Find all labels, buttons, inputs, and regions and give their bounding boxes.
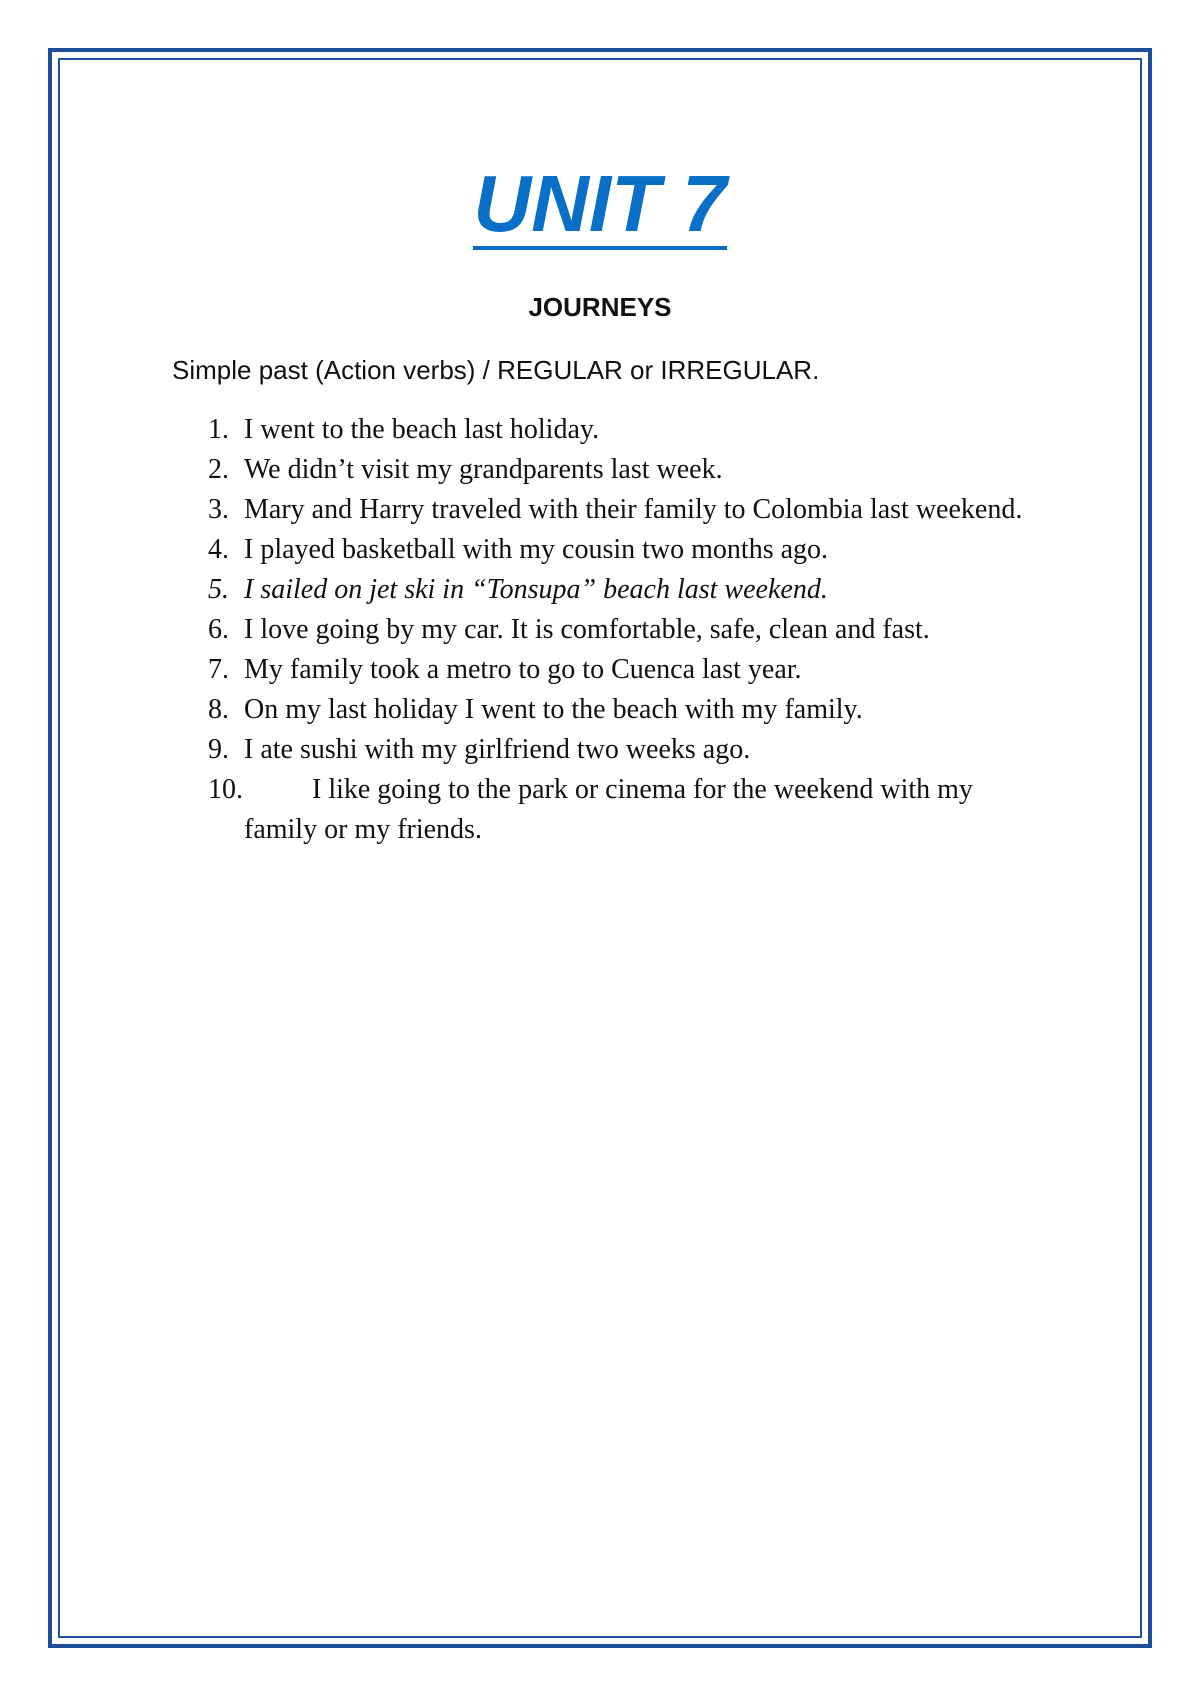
list-item — [0, 730, 1040, 770]
page-title — [0, 158, 1200, 250]
list-item — [0, 770, 1040, 850]
list-item-text: I played basketball with my cousin two months ago. — [244, 534, 829, 565]
list-item — [0, 570, 1040, 610]
list-item-number: 8. — [208, 694, 229, 725]
page-title-text: UNIT 7 — [473, 159, 727, 248]
list-item — [0, 690, 1040, 730]
list-item-number: 7. — [208, 654, 229, 685]
list-item — [0, 410, 1040, 450]
list-item — [0, 650, 1040, 690]
list-item-text: I like going to the park or cinema for the weekend with my family or my friends. — [244, 774, 973, 845]
list-item — [0, 450, 1040, 490]
list-item-number: 6. — [208, 614, 229, 645]
list-item-number: 2. — [208, 454, 229, 485]
list-item-number: 1. — [208, 414, 229, 445]
list-item-text: We didn’t visit my grandparents last week. — [244, 454, 723, 485]
list-item-text: I sailed on jet ski in “Tonsupa” beach last weekend. — [244, 574, 828, 605]
sentence-list — [0, 410, 1200, 850]
list-item-number: 5. — [208, 574, 229, 605]
page-subtitle: JOURNEYS — [528, 292, 672, 322]
list-item — [0, 610, 1040, 650]
list-item-number: 3. — [208, 494, 229, 525]
list-item-text: I went to the beach last holiday. — [244, 414, 600, 445]
list-item-text: On my last holiday I went to the beach with my family. — [244, 694, 863, 725]
instruction-text: Simple past (Action verbs) / REGULAR or IRREGULAR. — [172, 355, 820, 385]
list-item-text: Mary and Harry traveled with their family to Colombia last weekend. — [244, 494, 1023, 525]
list-item-text: I ate sushi with my girlfriend two weeks ago. — [244, 734, 751, 765]
list-item-text: My family took a metro to go to Cuenca last year. — [244, 654, 802, 685]
list-item-number: 9. — [208, 734, 229, 765]
list-item-number: 10. — [208, 774, 243, 805]
list-item-text: I love going by my car. It is comfortable, safe, clean and fast. — [244, 614, 930, 645]
list-item — [0, 490, 1040, 530]
list-item — [0, 530, 1040, 570]
list-item-number: 4. — [208, 534, 229, 565]
